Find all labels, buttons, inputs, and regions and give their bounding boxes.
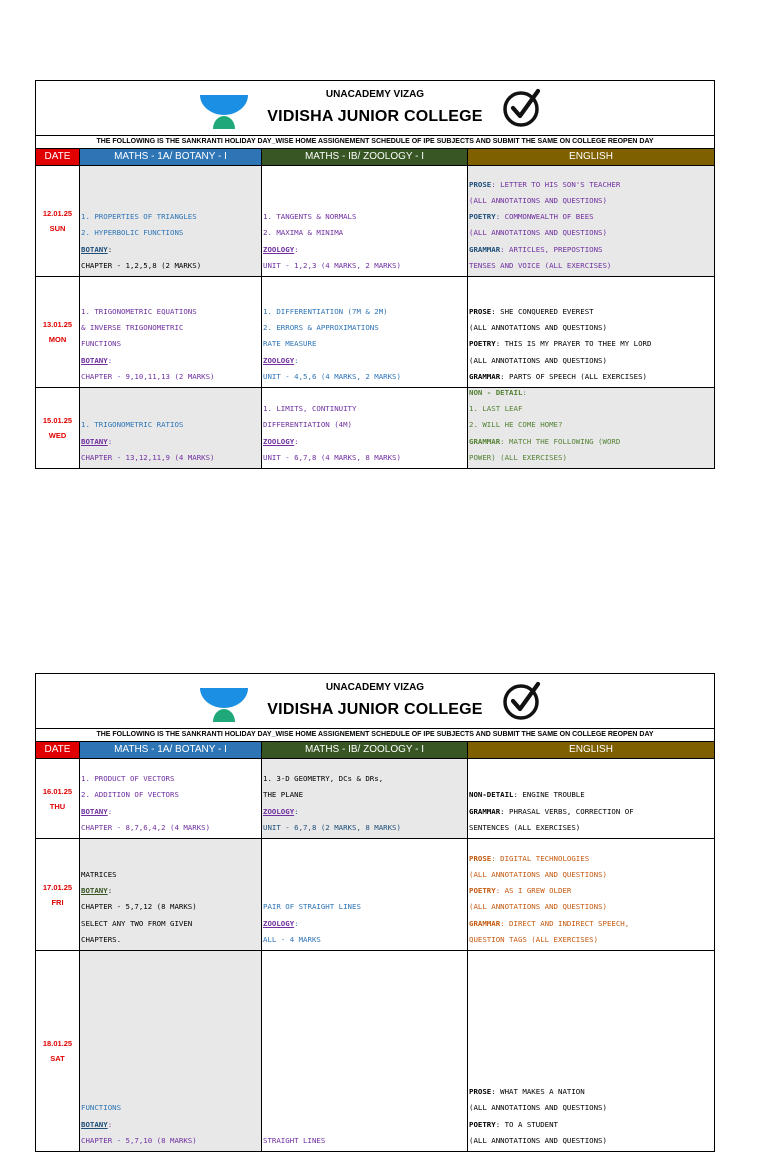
subject-line xyxy=(469,336,712,352)
header-date: DATE xyxy=(36,742,80,758)
assignment-line: CHAPTER - 5,7,12 (8 MARKS) xyxy=(81,902,197,912)
subject-line xyxy=(81,353,259,369)
subject-detail: : xyxy=(107,806,113,816)
subject-detail: : DIGITAL TECHNOLOGIES xyxy=(491,853,590,863)
maths-1a-botany-cell xyxy=(80,839,262,950)
subject-label: GRAMMAR xyxy=(469,244,501,254)
header-english: ENGLISH xyxy=(468,742,714,758)
date-value: 18.01.25 xyxy=(42,1039,73,1048)
table-row xyxy=(36,277,714,388)
header-maths-1a-botany: MATHS - 1A/ BOTANY - I xyxy=(80,742,262,758)
assignment-line: UNIT - 6,7,8 (4 MARKS, 8 MARKS) xyxy=(263,452,401,462)
subject-detail: : xyxy=(294,436,299,446)
subject-line xyxy=(469,304,712,320)
subject-label: BOTANY xyxy=(81,436,108,446)
notice-text: THE FOLLOWING IS THE SANKRANTI HOLIDAY DAY_WISE HOME ASSIGNEMENT SCHEDULE OF IPE SUBJECTS AND SUBMIT THE SAME ON COLLEGE REOPEN DAY xyxy=(36,136,714,149)
assignment-line: 1. TRIGONOMETRIC EQUATIONS xyxy=(81,306,197,316)
org-name: UNACADEMY VIZAG xyxy=(325,89,425,100)
assignment-line: POWER) (ALL EXERCISES) xyxy=(469,452,567,462)
english-cell xyxy=(468,839,714,950)
assignment-line: PAIR OF STRAIGHT LINES xyxy=(263,902,361,912)
subject-detail: : PHRASAL VERBS, CORRECTION OF xyxy=(500,806,634,816)
date-value: 12.01.25 xyxy=(42,209,73,218)
day-value: THU xyxy=(49,801,66,811)
subject-label: ZOOLOGY xyxy=(263,436,295,446)
subject-detail: : ARTICLES, PREPOSTIONS xyxy=(500,244,603,254)
assignment-line: UNIT - 4,5,6 (4 MARKS, 2 MARKS) xyxy=(263,371,401,381)
subject-line xyxy=(469,209,712,225)
column-headers xyxy=(36,742,714,759)
subject-line xyxy=(469,804,712,820)
subject-line xyxy=(469,177,712,193)
subject-line xyxy=(469,1117,712,1133)
date-cell xyxy=(36,759,80,838)
header-maths-1a-botany: MATHS - 1A/ BOTANY - I xyxy=(80,149,262,165)
date-cell xyxy=(36,839,80,950)
assignment-line: FUNCTIONS xyxy=(81,1103,122,1113)
assignment-line: SENTENCES (ALL EXERCISES) xyxy=(469,822,581,832)
assignment-line: (ALL ANNOTATIONS AND QUESTIONS) xyxy=(469,869,607,879)
subject-label: GRAMMAR xyxy=(469,918,501,928)
subject-label: POETRY xyxy=(469,339,496,349)
subject-label: POETRY xyxy=(469,212,496,222)
date-value: 16.01.25 xyxy=(42,786,73,796)
maths-1b-zoology-cell xyxy=(262,951,468,1151)
assignment-line: 1. PRODUCT OF VECTORS xyxy=(81,774,175,784)
assignment-line: (ALL ANNOTATIONS AND QUESTIONS) xyxy=(469,195,607,205)
subject-line xyxy=(469,787,712,803)
english-cell xyxy=(468,951,714,1151)
table-row xyxy=(36,951,714,1151)
english-cell xyxy=(468,759,714,838)
english-cell xyxy=(468,277,714,387)
subject-label: POETRY xyxy=(469,1119,496,1129)
table-row xyxy=(36,166,714,277)
schedule-table xyxy=(35,673,715,1152)
subject-label: NON - DETAIL xyxy=(469,388,523,397)
subject-line xyxy=(81,242,259,258)
maths-1b-zoology-cell xyxy=(262,388,468,468)
subject-line xyxy=(263,242,465,258)
subject-detail: : ENGINE TROUBLE xyxy=(513,790,585,800)
assignment-line: (ALL ANNOTATIONS AND QUESTIONS) xyxy=(469,1135,607,1145)
assignment-line: 2. MAXIMA & MINIMA xyxy=(263,228,344,238)
assignment-line: STRAIGHT LINES xyxy=(263,1135,326,1145)
date-value: 17.01.25 xyxy=(42,882,73,892)
assignment-line: UNIT - 1,2,3 (4 MARKS, 2 MARKS) xyxy=(263,260,401,270)
table-row xyxy=(36,759,714,839)
assignment-line: 1. TRIGONOMETRIC RATIOS xyxy=(81,420,184,430)
assignment-line: 1. DIFFERENTIATION (7M & 2M) xyxy=(263,306,388,316)
assignment-line: MATRICES xyxy=(81,869,117,879)
subject-label: GRAMMAR xyxy=(469,371,501,381)
assignment-line: (ALL ANNOTATIONS AND QUESTIONS) xyxy=(469,323,607,333)
table-header xyxy=(36,81,714,136)
header-maths-1b-zoology: MATHS - IB/ ZOOLOGY - I xyxy=(262,742,468,758)
subject-detail: : TO A STUDENT xyxy=(495,1119,558,1129)
assignment-line: 1. PROPERTIES OF TRIANGLES xyxy=(81,212,197,222)
maths-1b-zoology-cell xyxy=(262,759,468,838)
subject-detail: : WHAT MAKES A NATION xyxy=(491,1087,585,1097)
maths-1a-botany-cell xyxy=(80,759,262,838)
subject-line xyxy=(469,434,712,450)
subject-detail: : xyxy=(294,244,299,254)
subject-detail: : xyxy=(107,1119,113,1129)
subject-detail: : COMMONWEALTH OF BEES xyxy=(495,212,594,222)
subject-detail: : THIS IS MY PRAYER TO THEE MY LORD xyxy=(495,339,652,349)
day-value: WED xyxy=(48,431,67,440)
college-name: VIDISHA JUNIOR COLLEGE xyxy=(267,108,483,125)
english-cell xyxy=(468,388,714,468)
date-value: 13.01.25 xyxy=(42,320,73,329)
subject-label: NON-DETAIL xyxy=(469,790,514,800)
assignment-line: TENSES AND VOICE (ALL EXERCISES) xyxy=(469,260,612,270)
assignment-line: & INVERSE TRIGONOMETRIC xyxy=(81,323,184,333)
subject-detail: : xyxy=(107,436,113,446)
table-row xyxy=(36,839,714,951)
assignment-line: 2. WILL HE COME HOME? xyxy=(469,420,563,430)
date-cell xyxy=(36,951,80,1151)
assignment-line: CHAPTER - 5,7,10 (8 MARKS) xyxy=(81,1135,197,1145)
subject-line xyxy=(81,804,259,820)
date-cell xyxy=(36,388,80,468)
assignment-line: CHAPTER - 8,7,6,4,2 (4 MARKS) xyxy=(81,822,211,832)
assignment-line: (ALL ANNOTATIONS AND QUESTIONS) xyxy=(469,1103,607,1113)
assignment-line: 1. 3-D GEOMETRY, DCs & DRs, xyxy=(263,774,384,784)
assignment-line: (ALL ANNOTATIONS AND QUESTIONS) xyxy=(469,228,607,238)
day-value: SAT xyxy=(50,1054,65,1063)
subject-detail: : xyxy=(294,355,299,365)
subject-label: BOTANY xyxy=(81,355,108,365)
subject-label: GRAMMAR xyxy=(469,806,501,816)
date-cell xyxy=(36,166,80,276)
maths-1b-zoology-cell xyxy=(262,166,468,276)
subject-detail: : DIRECT AND INDIRECT SPEECH, xyxy=(500,918,630,928)
subject-line xyxy=(81,883,259,899)
subject-line xyxy=(469,242,712,258)
subject-label: BOTANY xyxy=(81,1119,108,1129)
subject-label: BOTANY xyxy=(81,244,108,254)
subject-detail: : AS I GREW OLDER xyxy=(495,886,572,896)
assignment-line: RATE MEASURE xyxy=(263,339,317,349)
assignment-line: CHAPTER - 13,12,11,9 (4 MARKS) xyxy=(81,452,215,462)
date-value: 15.01.25 xyxy=(42,416,73,425)
assignment-line: CHAPTER - 1,2,5,8 (2 MARKS) xyxy=(81,260,202,270)
assignment-line: ALL - 4 MARKS xyxy=(263,934,321,944)
maths-1a-botany-cell xyxy=(80,277,262,387)
schedule-table xyxy=(35,80,715,469)
subject-label: ZOOLOGY xyxy=(263,355,295,365)
assignment-line: 2. ADDITION OF VECTORS xyxy=(81,790,179,800)
subject-line xyxy=(469,388,712,401)
subject-line xyxy=(469,916,712,932)
subject-line xyxy=(469,1084,712,1100)
subject-detail: : MATCH THE FOLLOWING (WORD xyxy=(500,436,621,446)
maths-1b-zoology-cell xyxy=(262,839,468,950)
assignment-line: 1. LIMITS, CONTINUITY xyxy=(263,404,357,414)
subject-line xyxy=(81,1117,259,1133)
header-english: ENGLISH xyxy=(468,149,714,165)
subject-label: POETRY xyxy=(469,886,496,896)
assignment-line: FUNCTIONS xyxy=(81,339,122,349)
assignment-line: UNIT - 6,7,8 (2 MARKS, 8 MARKS) xyxy=(263,822,401,832)
subject-label: GRAMMAR xyxy=(469,436,501,446)
assignment-line: 2. HYPERBOLIC FUNCTIONS xyxy=(81,228,184,238)
assignment-line: (ALL ANNOTATIONS AND QUESTIONS) xyxy=(469,902,607,912)
org-name: UNACADEMY VIZAG xyxy=(325,682,425,693)
assignment-line: THE PLANE xyxy=(263,790,304,800)
notice-text: THE FOLLOWING IS THE SANKRANTI HOLIDAY DAY_WISE HOME ASSIGNEMENT SCHEDULE OF IPE SUBJECTS AND SUBMIT THE SAME ON COLLEGE REOPEN DAY xyxy=(36,729,714,742)
assignment-line: DIFFERENTIATION (4M) xyxy=(263,420,352,430)
date-cell xyxy=(36,277,80,387)
header-maths-1b-zoology: MATHS - IB/ ZOOLOGY - I xyxy=(262,149,468,165)
subject-label: PROSE xyxy=(469,179,492,189)
subject-label: ZOOLOGY xyxy=(263,806,295,816)
subject-detail: : xyxy=(294,806,299,816)
maths-1a-botany-cell xyxy=(80,166,262,276)
subject-detail: : xyxy=(107,355,113,365)
subject-detail: : xyxy=(107,886,113,896)
assignment-line: CHAPTERS. xyxy=(81,934,122,944)
subject-detail: : SHE CONQUERED EVEREST xyxy=(491,306,594,316)
assignment-line: (ALL ANNOTATIONS AND QUESTIONS) xyxy=(469,355,607,365)
subject-line xyxy=(81,434,259,450)
assignment-line: 2. ERRORS & APPROXIMATIONS xyxy=(263,323,379,333)
subject-line xyxy=(469,851,712,867)
subject-line xyxy=(263,434,465,450)
subject-label: BOTANY xyxy=(81,806,108,816)
subject-label: BOTANY xyxy=(81,886,108,896)
check-circle-icon xyxy=(500,678,544,722)
day-value: SUN xyxy=(49,224,66,233)
maths-1b-zoology-cell xyxy=(262,277,468,387)
check-circle-icon xyxy=(500,85,544,129)
subject-label: PROSE xyxy=(469,306,492,316)
assignment-line: QUESTION TAGS (ALL EXERCISES) xyxy=(469,934,599,944)
header-date: DATE xyxy=(36,149,80,165)
table-header xyxy=(36,674,714,729)
english-cell xyxy=(468,166,714,276)
subject-line xyxy=(263,916,465,932)
subject-detail: : xyxy=(522,388,527,397)
day-value: FRI xyxy=(51,897,64,907)
maths-1a-botany-cell xyxy=(80,951,262,1151)
subject-line xyxy=(263,353,465,369)
assignment-line: SELECT ANY TWO FROM GIVEN xyxy=(81,918,193,928)
college-name: VIDISHA JUNIOR COLLEGE xyxy=(267,701,483,718)
subject-detail: : LETTER TO HIS SON'S TEACHER xyxy=(491,179,621,189)
subject-detail: : xyxy=(294,918,299,928)
assignment-line: 1. TANGENTS & NORMALS xyxy=(263,212,357,222)
subject-label: ZOOLOGY xyxy=(263,918,295,928)
day-value: MON xyxy=(48,335,67,344)
assignment-line: 1. LAST LEAF xyxy=(469,404,523,414)
subject-label: PROSE xyxy=(469,1087,492,1097)
subject-line xyxy=(263,804,465,820)
subject-label: ZOOLOGY xyxy=(263,244,295,254)
maths-1a-botany-cell xyxy=(80,388,262,468)
subject-label: PROSE xyxy=(469,853,492,863)
table-row xyxy=(36,388,714,468)
subject-line xyxy=(469,883,712,899)
subject-detail: : xyxy=(107,244,113,254)
column-headers xyxy=(36,149,714,166)
subject-detail: : PARTS OF SPEECH (ALL EXERCISES) xyxy=(500,371,647,381)
subject-line xyxy=(469,369,712,385)
assignment-line: CHAPTER - 9,10,11,13 (2 MARKS) xyxy=(81,371,215,381)
